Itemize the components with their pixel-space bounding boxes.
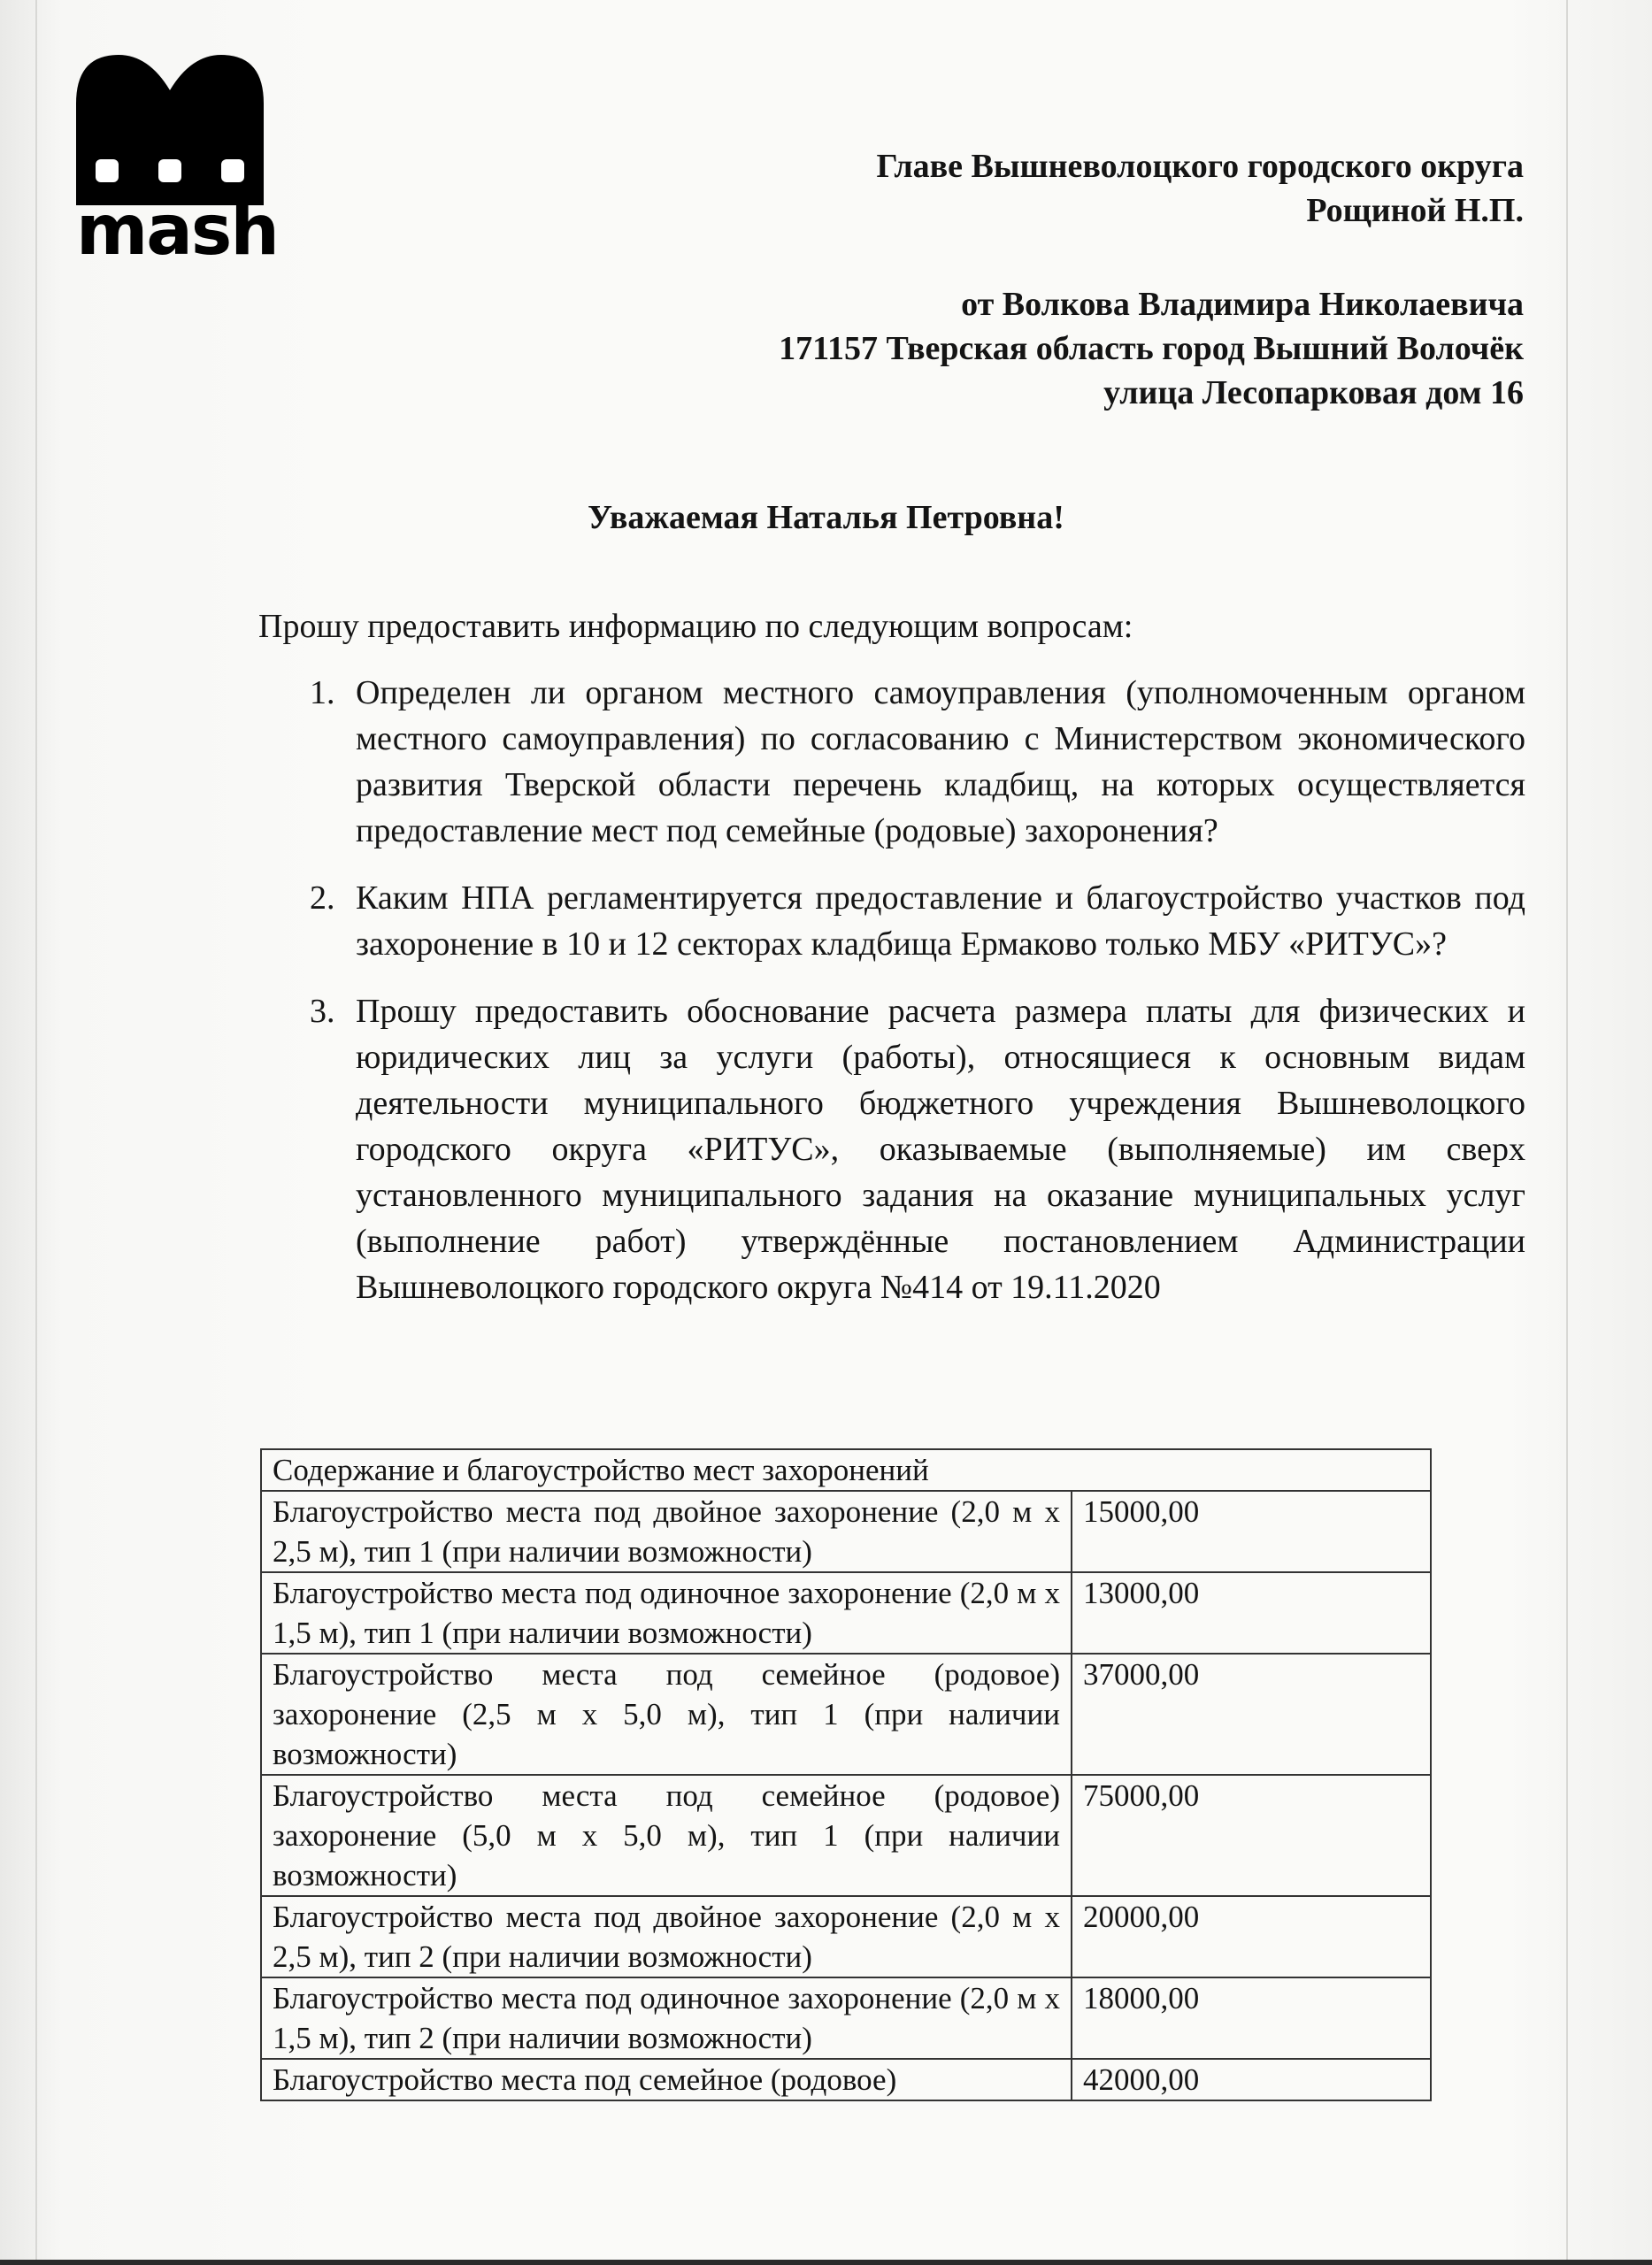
row-description: Благоустройство места под семейное (родовое) захоронение (2,5 м х 5,0 м), тип 1 (при наличии возможности) — [261, 1654, 1072, 1775]
table-section-row — [261, 1449, 1431, 1491]
mash-m-logo-icon — [76, 55, 264, 205]
table-row — [261, 1775, 1431, 1896]
price-table — [260, 1448, 1432, 2101]
question-text: Прошу предоставить обоснование расчета размера платы для физических и юридических лиц за услуги (работы), относящиеся к основным видам деятельности муниципального бюджетного учреждения Вышневолоцкого городского округа «РИТУС», оказываемые (выполняемые) им сверх установленного муниципального задания на оказание муниципальных услуг (выполнение работ) утверждённые постановлением Администрации Вышневолоцкого городского округа №414 от 19.11.2020 — [356, 993, 1525, 1306]
row-price: 15000,00 — [1072, 1491, 1431, 1572]
intro-paragraph: Прошу предоставить информацию по следующим вопросам: — [258, 608, 1133, 645]
row-description: Благоустройство места под семейное (родовое) захоронение (5,0 м х 5,0 м), тип 1 (при наличии возможности) — [261, 1775, 1072, 1896]
question-item — [310, 988, 1525, 1310]
row-description: Благоустройство места под двойное захоронение (2,0 м х 2,5 м), тип 2 (при наличии возможности) — [261, 1896, 1072, 1977]
question-text: Определен ли органом местного самоуправления (уполномоченным органом местного самоуправления) по согласованию с Министерством экономического развития Тверской области перечень кладбищ, на которых осуществляется предоставление мест под семейные (родовые) захоронения? — [356, 674, 1525, 849]
question-number: 2. — [310, 879, 335, 917]
table-row — [261, 1896, 1431, 1977]
row-price: 37000,00 — [1072, 1654, 1431, 1775]
table-row — [261, 1491, 1431, 1572]
question-list — [310, 670, 1525, 1332]
question-text: Каким НПА регламентируется предоставление и благоустройство участков под захоронение в 10 и 12 секторах кладбища Ермаково только МБУ «РИТУС»? — [356, 879, 1525, 963]
page-edge-right — [1566, 0, 1568, 2265]
table-section-title: Содержание и благоустройство мест захоронений — [261, 1449, 1431, 1491]
sender-address-street: улица Лесопарковая дом 16 — [1103, 374, 1524, 411]
row-price: 18000,00 — [1072, 1977, 1431, 2059]
logo-text: mash — [76, 191, 278, 271]
table-row — [261, 1654, 1431, 1775]
letter-header — [779, 144, 1524, 415]
sender-name: от Волкова Владимира Николаевича — [961, 286, 1524, 323]
salutation: Уважаемая Наталья Петровна! — [588, 499, 1064, 536]
row-price: 75000,00 — [1072, 1775, 1431, 1896]
table-row — [261, 1572, 1431, 1654]
page-edge-left — [35, 0, 37, 2265]
scan-bottom-edge — [0, 2260, 1652, 2265]
recipient-name: Рощиной Н.П. — [1306, 192, 1524, 229]
row-description: Благоустройство места под двойное захоронение (2,0 м х 2,5 м), тип 1 (при наличии возможности) — [261, 1491, 1072, 1572]
row-description: Благоустройство места под семейное (родовое) — [261, 2059, 1072, 2100]
row-description: Благоустройство места под одиночное захоронение (2,0 м х 1,5 м), тип 1 (при наличии возможности) — [261, 1572, 1072, 1654]
mash-logo — [76, 55, 278, 271]
question-item — [310, 875, 1525, 967]
row-price: 13000,00 — [1072, 1572, 1431, 1654]
table-row — [261, 2059, 1431, 2100]
question-number: 3. — [310, 993, 335, 1030]
sender-address-city: 171157 Тверская область город Вышний Волочёк — [779, 330, 1524, 367]
row-price: 42000,00 — [1072, 2059, 1431, 2100]
recipient-title: Главе Вышневолоцкого городского округа — [876, 148, 1524, 185]
row-price: 20000,00 — [1072, 1896, 1431, 1977]
table-row — [261, 1977, 1431, 2059]
question-item — [310, 670, 1525, 854]
question-number: 1. — [310, 674, 335, 711]
row-description: Благоустройство места под одиночное захоронение (2,0 м х 1,5 м), тип 2 (при наличии возможности) — [261, 1977, 1072, 2059]
